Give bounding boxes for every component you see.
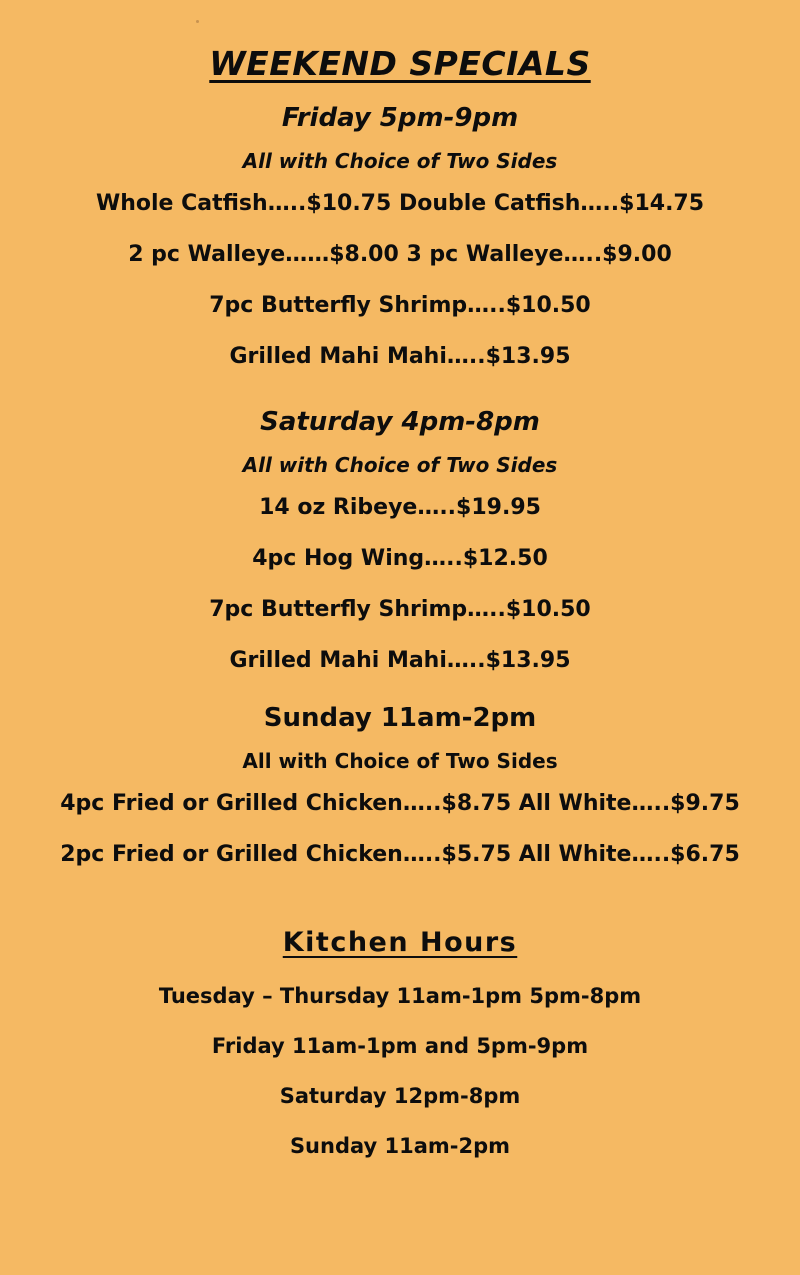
kitchen-hours-title: Kitchen Hours (282, 927, 518, 958)
stray-dot-mark (196, 20, 199, 23)
menu-item: 7pc Butterfly Shrimp…..$10.50 (209, 597, 591, 622)
menu-item: 2pc Fried or Grilled Chicken…..$5.75 All White…..$6.75 (60, 842, 740, 867)
section-sunday (16, 703, 784, 867)
section-sunday-subheading: All with Choice of Two Sides (242, 749, 558, 773)
kitchen-hours-line: Tuesday – Thursday 11am-1pm 5pm-8pm (158, 984, 642, 1008)
menu-item: 4pc Hog Wing…..$12.50 (252, 546, 548, 571)
menu-item: Grilled Mahi Mahi…..$13.95 (229, 344, 571, 369)
kitchen-hours-line: Friday 11am-1pm and 5pm-9pm (211, 1034, 589, 1058)
kitchen-hours-line: Sunday 11am-2pm (289, 1134, 511, 1158)
menu-item: 14 oz Ribeye…..$19.95 (259, 495, 541, 520)
menu-item: 2 pc Walleye……$8.00 3 pc Walleye…..$9.00 (128, 242, 672, 267)
section-friday-heading: Friday 5pm-9pm (281, 103, 519, 133)
section-sunday-heading: Sunday 11am-2pm (263, 703, 537, 733)
section-friday-subheading: All with Choice of Two Sides (242, 149, 558, 173)
menu-item: Grilled Mahi Mahi…..$13.95 (229, 648, 571, 673)
kitchen-hours-block (16, 927, 784, 1158)
section-saturday (16, 407, 784, 673)
menu-item: 7pc Butterfly Shrimp…..$10.50 (209, 293, 591, 318)
section-friday (16, 103, 784, 369)
section-saturday-subheading: All with Choice of Two Sides (242, 453, 558, 477)
menu-item: 4pc Fried or Grilled Chicken…..$8.75 All White…..$9.75 (60, 791, 740, 816)
kitchen-hours-line: Saturday 12pm-8pm (279, 1084, 521, 1108)
menu-item: Whole Catfish…..$10.75 Double Catfish…..$14.75 (95, 191, 705, 216)
page-title: WEEKEND SPECIALS (209, 44, 591, 83)
section-saturday-heading: Saturday 4pm-8pm (260, 407, 540, 437)
